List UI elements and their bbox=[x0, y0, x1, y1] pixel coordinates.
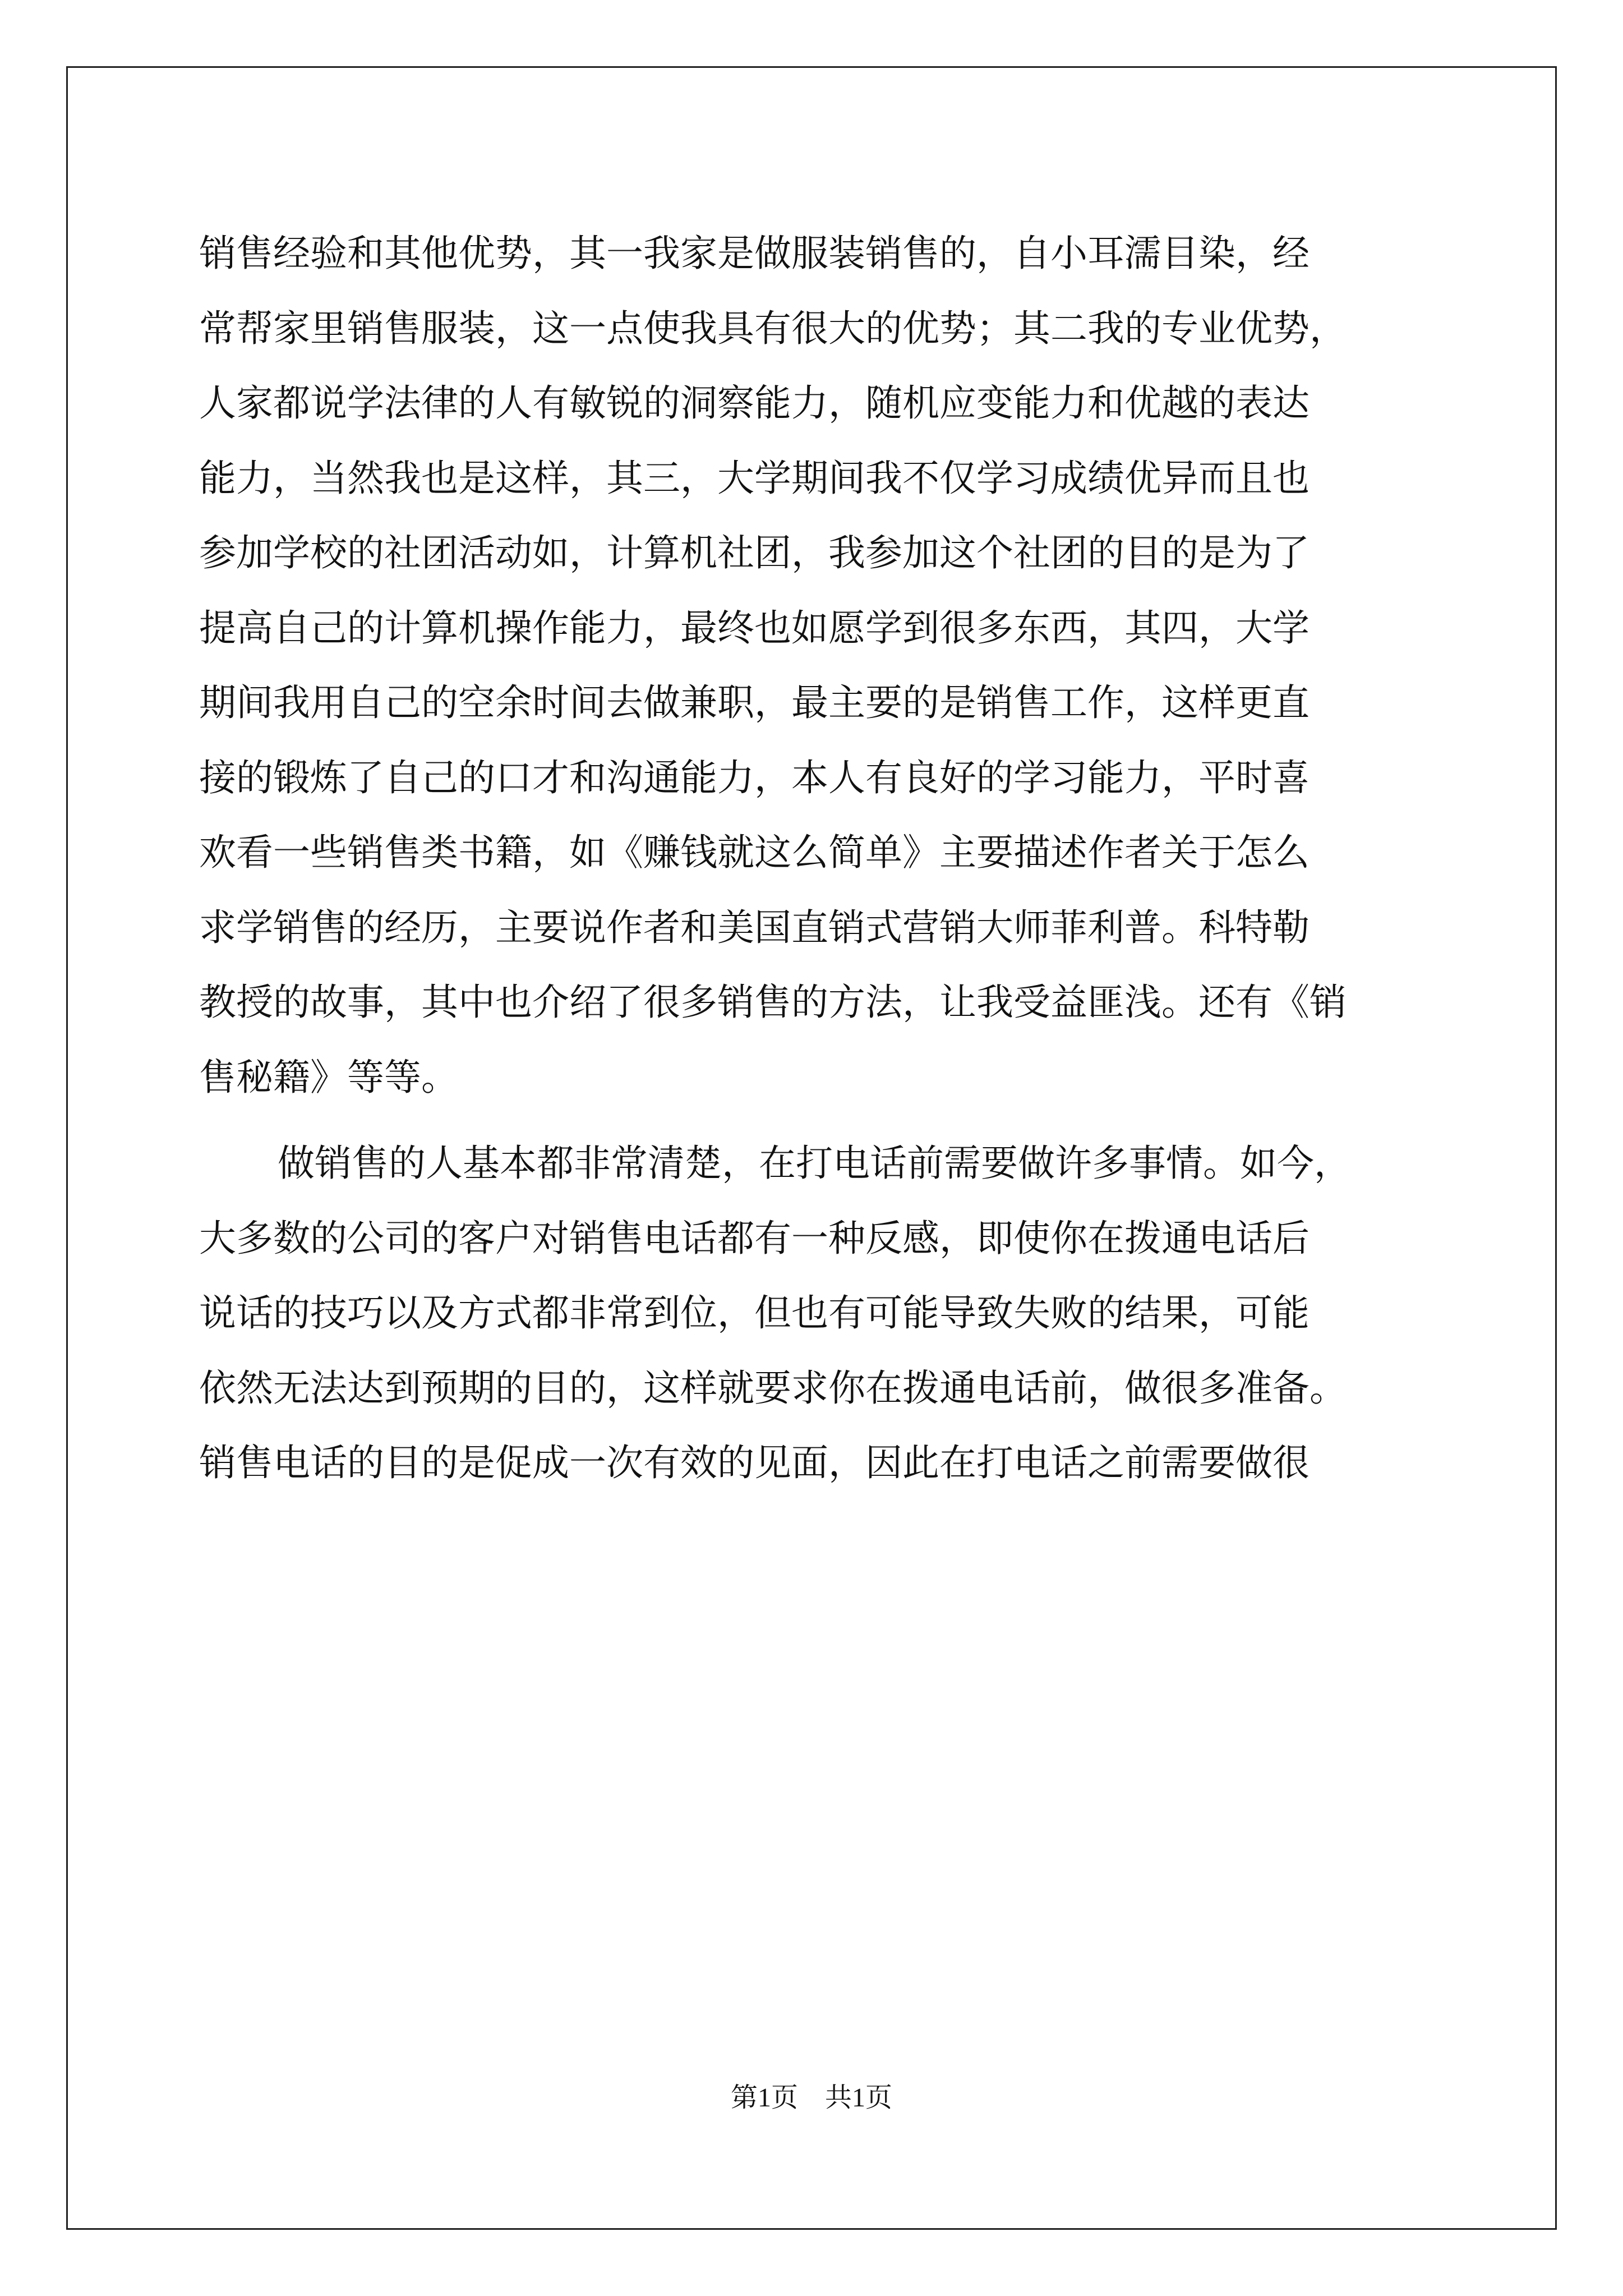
text-line: 接的锻炼了自己的口才和沟通能力，本人有良好的学习能力，平时喜 bbox=[199, 756, 1310, 799]
page-footer bbox=[0, 2081, 1623, 2115]
text-line: 提高自己的计算机操作能力，最终也如愿学到很多东西，其四，大学 bbox=[199, 606, 1310, 650]
text-line: 大多数的公司的客户对销售电话都有一种反感，即使你在拨通电话后 bbox=[199, 1216, 1310, 1260]
page-number: 第1页 bbox=[730, 2083, 798, 2113]
text-line: 售秘籍》等等。 bbox=[199, 1055, 458, 1099]
document-body bbox=[199, 216, 1422, 1501]
text-line: 求学销售的经历，主要说作者和美国直销式营销大师菲利普。科特勒 bbox=[199, 905, 1310, 949]
text-line: 依然无法达到预期的目的，这样就要求你在拨通电话前，做很多准备。 bbox=[199, 1366, 1347, 1410]
text-line: 销售电话的目的是促成一次有效的见面，因此在打电话之前需要做很 bbox=[199, 1441, 1310, 1484]
text-line: 说话的技巧以及方式都非常到位，但也有可能导致失败的结果，可能 bbox=[199, 1291, 1310, 1335]
text-line: 常帮家里销售服装，这一点使我具有很大的优势；其二我的专业优势， bbox=[199, 306, 1347, 350]
text-line: 参加学校的社团活动如，计算机社团，我参加这个社团的目的是为了 bbox=[199, 531, 1310, 574]
page-total: 共1页 bbox=[825, 2083, 893, 2113]
text-line: 能力，当然我也是这样，其三，大学期间我不仅学习成绩优异而且也 bbox=[199, 456, 1310, 500]
text-line: 销售经验和其他优势，其一我家是做服装销售的，自小耳濡目染，经 bbox=[199, 232, 1310, 275]
text-line: 做销售的人基本都非常清楚，在打电话前需要做许多事情。如今， bbox=[278, 1142, 1351, 1185]
text-line: 教授的故事，其中也介绍了很多销售的方法，让我受益匪浅。还有《销 bbox=[199, 981, 1347, 1024]
text-line: 人家都说学法律的人有敏锐的洞察能力，随机应变能力和优越的表达 bbox=[199, 381, 1310, 425]
text-line: 欢看一些销售类书籍，如《赚钱就这么简单》主要描述作者关于怎么 bbox=[199, 831, 1310, 874]
text-line: 期间我用自己的空余时间去做兼职，最主要的是销售工作，这样更直 bbox=[199, 681, 1310, 724]
